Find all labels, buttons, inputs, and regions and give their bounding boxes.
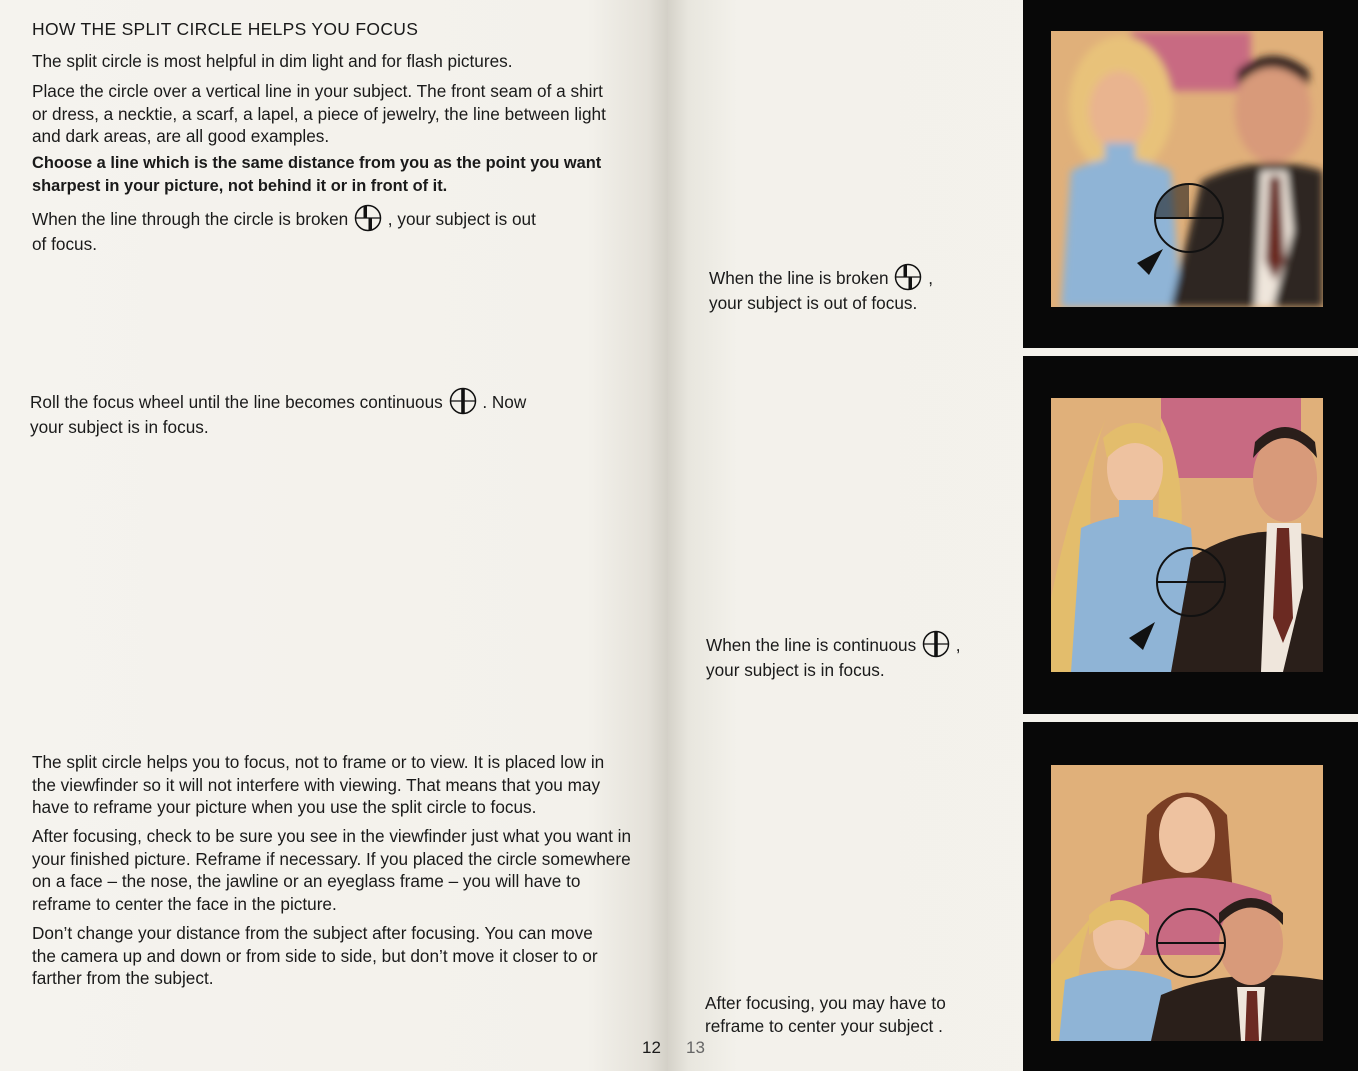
photo-gap	[1023, 714, 1358, 722]
photo-frame-out-of-focus	[1023, 0, 1358, 348]
page-number-left: 12	[642, 1038, 661, 1057]
caption-broken	[709, 262, 969, 315]
paragraph-broken-line	[32, 203, 552, 256]
caption-continuous	[706, 629, 996, 682]
paragraph-frame-view: The split circle helps you to focus, not to frame or to view. It is placed low in the viewfinder so it will not interfere with viewing. That means that you may have to reframe your picture when you use the split circle to focus.	[32, 752, 605, 817]
broken-line-text-end: , your subject is out of focus.	[32, 209, 536, 254]
caption-broken-text-end: , your subject is out of focus.	[709, 268, 933, 313]
caption-continuous-text: When the line is continuous	[706, 635, 917, 655]
left-page	[0, 0, 668, 1071]
broken-line-text: When the line through the circle is broken	[32, 209, 349, 229]
split-circle-broken-icon	[893, 262, 923, 292]
photo-frame-reframed	[1023, 722, 1358, 1071]
photo-gap	[1023, 348, 1358, 356]
roll-wheel-text-end: . Now your subject is in focus.	[30, 392, 527, 437]
paragraph-roll-focus-wheel	[30, 386, 550, 439]
photo-in-focus	[1051, 398, 1323, 672]
caption-reframe: After focusing, you may have to reframe to center your subject .	[705, 993, 946, 1036]
paragraph-distance: Don’t change your distance from the subject after focusing. You can move the camera up and down or from side to side, but don’t move it closer to or farther from the subject.	[32, 923, 598, 988]
caption-broken-text: When the line is broken	[709, 268, 889, 288]
photo-reframed	[1051, 765, 1323, 1041]
photo-out-of-focus	[1051, 31, 1323, 307]
caption-continuous-text-end: , your subject is in focus.	[706, 635, 961, 680]
paragraph-vertical-line: Place the circle over a vertical line in your subject. The front seam of a shirt or dress, a necktie, a scarf, a lapel, a piece of jewelry, the line between light and dark areas, are all good examples.	[32, 81, 606, 146]
split-circle-continuous-icon	[448, 386, 478, 416]
page-number-right: 13	[686, 1038, 705, 1057]
page-heading: HOW THE SPLIT CIRCLE HELPS YOU FOCUS	[32, 19, 419, 39]
paragraph-choose-line: Choose a line which is the same distance from you as the point you want sharpest in your picture, not behind it or in front of it.	[32, 154, 602, 195]
split-circle-broken-icon	[353, 203, 383, 233]
roll-wheel-text: Roll the focus wheel until the line becomes continuous	[30, 392, 443, 412]
paragraph-dim-light: The split circle is most helpful in dim light and for flash pictures.	[32, 51, 513, 71]
paragraph-after-focusing: After focusing, check to be sure you see in the viewfinder just what you want in your finished picture. Reframe if necessary. If you placed the circle somewhere on a face – the nose, the jawline or an eyeglass frame – you will have to reframe to center the face in the picture.	[32, 826, 632, 914]
split-circle-continuous-icon	[921, 629, 951, 659]
photo-frame-in-focus	[1023, 356, 1358, 714]
